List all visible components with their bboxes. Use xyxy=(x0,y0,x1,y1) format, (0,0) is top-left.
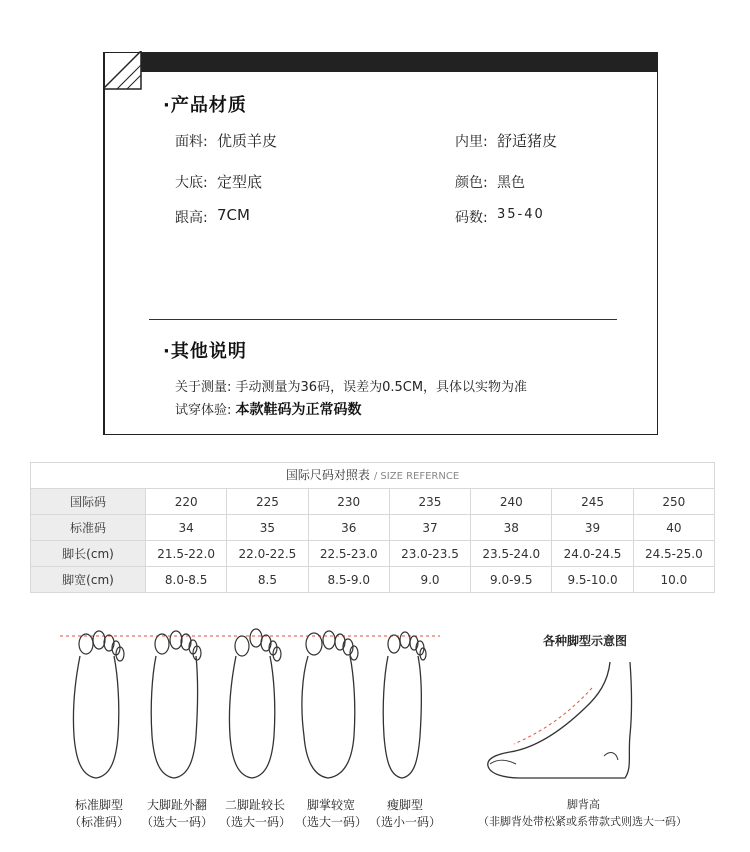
other-section-title: ·其他说明 xyxy=(163,341,247,362)
foot-type-label: 脚掌较宽 xyxy=(306,798,355,812)
table-cell: 40 xyxy=(633,515,714,541)
table-row xyxy=(31,567,715,593)
trial-label: 试穿体验: xyxy=(175,403,232,418)
table-cell: 9.0 xyxy=(389,567,470,593)
foot-type-label: 标准脚型 xyxy=(74,798,123,812)
sole-label: 大底: xyxy=(175,175,208,191)
size-table-title: 国际尺码对照表 xyxy=(285,468,370,482)
row-header: 国际码 xyxy=(31,489,146,515)
table-cell: 23.0-23.5 xyxy=(389,541,470,567)
foot-type-label: 瘦脚型 xyxy=(386,798,423,812)
fabric-label: 面料: xyxy=(175,134,208,150)
row-header: 脚宽(cm) xyxy=(31,567,146,593)
heel-height-value: 7CM xyxy=(217,206,250,224)
foot-type-label: 大脚趾外翻 xyxy=(146,798,207,812)
standard-foot-icon xyxy=(62,626,136,786)
table-cell: 35 xyxy=(227,515,308,541)
product-info-card xyxy=(103,52,658,435)
table-cell: 10.0 xyxy=(633,567,714,593)
size-table xyxy=(30,462,715,593)
trial-text: 本款鞋码为正常码数 xyxy=(235,402,362,418)
wide-foot-icon xyxy=(294,626,368,786)
thin-foot-icon xyxy=(368,626,442,786)
sole-value: 定型底 xyxy=(217,173,263,191)
high-instep-label: 脚背高 xyxy=(567,798,600,811)
size-table-grid xyxy=(30,488,715,593)
card-divider xyxy=(149,319,617,320)
table-row xyxy=(31,541,715,567)
color-value: 黑色 xyxy=(497,175,525,191)
heel-height-label: 跟高: xyxy=(175,210,208,226)
table-cell: 23.5-24.0 xyxy=(471,541,552,567)
measure-label: 关于测量: xyxy=(175,380,232,395)
table-cell: 8.5-9.0 xyxy=(308,567,389,593)
foot-type-sub: （选小一码） xyxy=(368,815,441,829)
table-cell: 8.5 xyxy=(227,567,308,593)
table-cell: 8.0-8.5 xyxy=(146,567,227,593)
table-cell: 21.5-22.0 xyxy=(146,541,227,567)
color-label: 颜色: xyxy=(455,175,488,191)
foot-type-sub: （选大一码） xyxy=(140,815,213,829)
table-cell: 39 xyxy=(552,515,633,541)
table-cell: 22.5-23.0 xyxy=(308,541,389,567)
size-table-title-en: / SIZE REFERNCE xyxy=(373,471,460,482)
trial-note xyxy=(175,399,362,419)
high-instep-sub: （非脚背处带松紧或系带款式则选大一码） xyxy=(478,815,687,828)
table-cell: 9.5-10.0 xyxy=(552,567,633,593)
foot-types-title: 各种脚型示意图 xyxy=(543,634,628,648)
table-row xyxy=(31,515,715,541)
table-cell: 9.0-9.5 xyxy=(471,567,552,593)
table-cell: 36 xyxy=(308,515,389,541)
table-cell: 24.5-25.0 xyxy=(633,541,714,567)
table-cell: 235 xyxy=(389,489,470,515)
card-top-bar xyxy=(141,53,657,72)
table-cell: 230 xyxy=(308,489,389,515)
size-range-label: 码数: xyxy=(455,210,488,226)
measure-note xyxy=(175,376,527,395)
table-cell: 34 xyxy=(146,515,227,541)
table-cell: 225 xyxy=(227,489,308,515)
table-cell: 38 xyxy=(471,515,552,541)
lining-value: 舒适猪皮 xyxy=(497,132,558,150)
lining-label: 内里: xyxy=(455,134,488,150)
table-cell: 240 xyxy=(471,489,552,515)
high-instep-foot-icon xyxy=(480,660,650,785)
measure-text: 手动测量为36码，误差为0.5CM，具体以实物为准 xyxy=(235,380,528,395)
row-header: 脚长(cm) xyxy=(31,541,146,567)
table-cell: 245 xyxy=(552,489,633,515)
fabric-value: 优质羊皮 xyxy=(217,132,278,150)
size-range-value: 35-40 xyxy=(497,207,545,222)
table-cell: 22.0-22.5 xyxy=(227,541,308,567)
size-table-caption xyxy=(30,462,715,488)
foot-type-label: 二脚趾较长 xyxy=(224,798,285,812)
bunion-foot-icon xyxy=(140,626,214,786)
table-cell: 250 xyxy=(633,489,714,515)
long-second-toe-foot-icon xyxy=(218,626,292,786)
foot-type-sub: （选大一码） xyxy=(294,815,367,829)
table-cell: 220 xyxy=(146,489,227,515)
material-section-title: ·产品材质 xyxy=(163,95,247,116)
folded-corner-icon xyxy=(103,51,143,91)
foot-type-sub: （选大一码） xyxy=(218,815,291,829)
foot-type-sub: （标准码） xyxy=(68,815,129,829)
row-header: 标准码 xyxy=(31,515,146,541)
table-cell: 24.0-24.5 xyxy=(552,541,633,567)
table-row xyxy=(31,489,715,515)
table-cell: 37 xyxy=(389,515,470,541)
